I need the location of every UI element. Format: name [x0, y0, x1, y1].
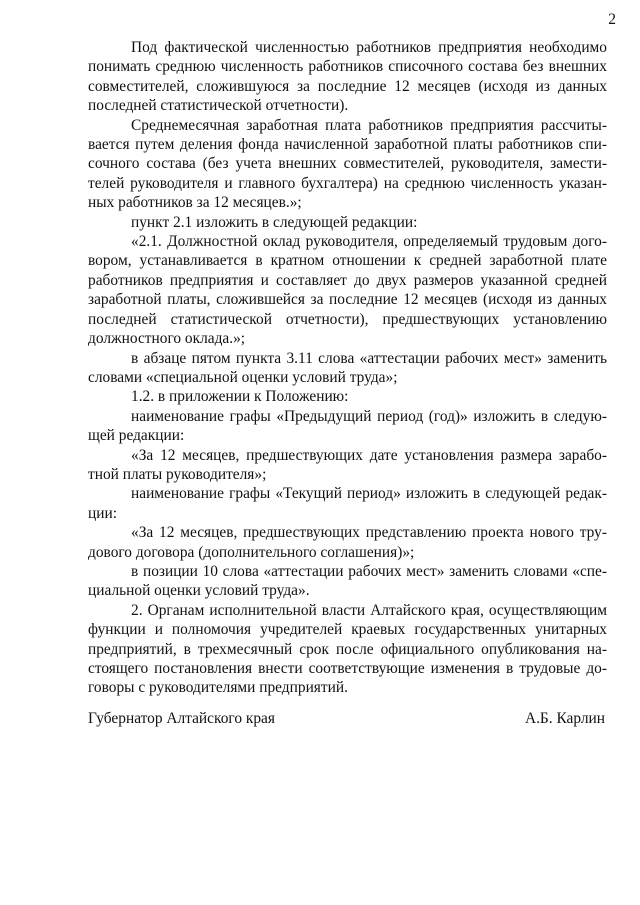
paragraph: 1.2. в приложении к Положению:: [131, 388, 349, 406]
paragraph: пункт 2.1 изложить в следующей редакции:: [131, 213, 418, 231]
paragraph: «За 12 месяцев, предшествующих дате установления размера заработной платы руководителя»;: [88, 446, 607, 483]
signatory-name: А.Б. Карлин: [524, 710, 605, 727]
paragraph: наименование графы «Предыдущий период (год)» изложить в следующей редакции:: [88, 407, 607, 445]
paragraph: Среднемесячная заработная плата работников предприятия рассчитывается путем деления фонда начисленной заработной платы работников списочного состава (без учета внешних совместителей, руководителя, заместителей руководителя и главного бухгалтера) на среднюю численность указанных работников за 12 месяцев.»;: [88, 116, 607, 212]
paragraph: в позиции 10 слова «аттестации рабочих мест» заменить словами «специальной оценки условий труда».: [88, 562, 607, 600]
body-text: [88, 38, 607, 698]
paragraph: «2.1. Должностной оклад руководителя, определяемый трудовым договором, устанавливается в кратном отношении к средней заработной плате работников предприятия и составляет до двух размеров указанной средней заработной платы, сложившейся за последние 12 месяцев (исходя из данных последней статистической отчетности), предшествующих установлению должностного оклада.»;: [88, 233, 607, 348]
signature-block: [88, 710, 607, 732]
paragraph: 2. Органам исполнительной власти Алтайского края, осуществляющим функции и полномочия учредителей краевых государственных унитарных предприятий, в трехмесячный срок после официального опубликования настоящего постановления внести соответствующие изменения в трудовые договоры с руководителями предприятий.: [88, 601, 607, 697]
page-number: 2: [608, 11, 616, 28]
signatory-position: Губернатор Алтайского края: [88, 710, 275, 727]
paragraph: наименование графы «Текущий период» изложить в следующей редакции:: [88, 485, 607, 522]
paragraph: «За 12 месяцев, предшествующих представлению проекта нового трудового договора (дополнительного соглашения)»;: [88, 524, 607, 561]
paragraph: в абзаце пятом пункта 3.11 слова «аттестации рабочих мест» заменить словами «специальной оценки условий труда»;: [88, 349, 607, 386]
paragraph: Под фактической численностью работников предприятия необходимо понимать среднюю численность работников списочного состава без внешних совместителей, сложившуюся за последние 12 месяцев (исходя из данных последней статистической отчетности).: [88, 39, 607, 115]
